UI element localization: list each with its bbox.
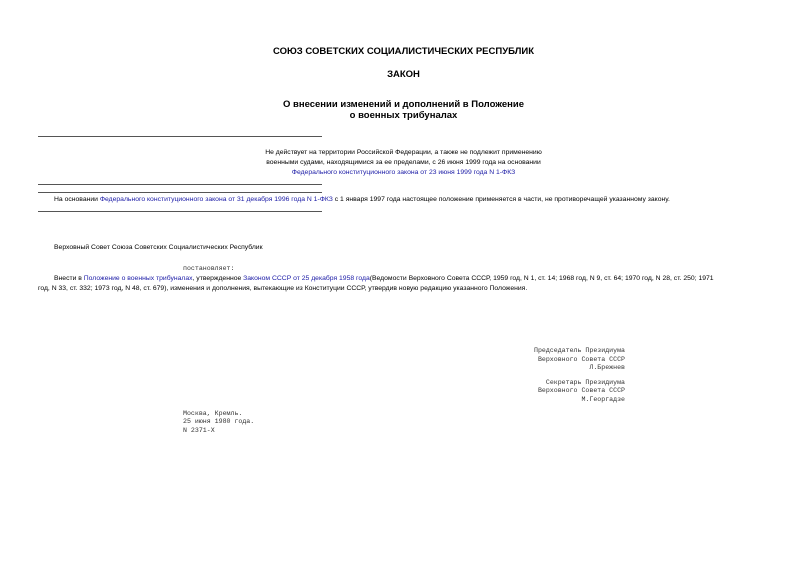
main-paragraph-line-2: год, N 33, ст. 332; 1973 год, N 48, ст. 679), изменения и дополнения, вытекающие из Конституции СССР, утвердив новую редакцию указанного Положения. (38, 285, 528, 292)
country-heading: СОЮЗ СОВЕТСКИХ СОЦИАЛИСТИЧЕСКИХ РЕСПУБЛИК (272, 46, 534, 57)
ussr-law-link[interactable]: Законом СССР от 25 декабря 1958 года (243, 275, 370, 282)
divider (38, 211, 322, 212)
basis-law-link[interactable]: Федерального конституционного закона от 31 декабря 1996 года N 1-ФКЗ (99, 196, 333, 203)
secretary-title-2: Верховного Совета СССР (537, 387, 625, 394)
notice-law-link[interactable]: Федерального конституционного закона от 23 июня 1999 года N 1-ФКЗ (291, 169, 516, 176)
secretary-title-1: Секретарь Президиума (545, 379, 625, 386)
notice-link-line (0, 168, 807, 178)
place-date: 25 июня 1980 года. (183, 418, 255, 425)
doc-type-heading: ЗАКОН (387, 69, 420, 80)
title-line-2: о военных трибуналах (349, 110, 458, 121)
notice-line-1: Не действует на территории Российской Федерации, а также не подлежит применению (265, 149, 542, 156)
main-prefix: Внести в (54, 275, 84, 282)
notice-line-2: военными судами, находящимися за ее пределами, с 26 июня 1999 года на основании (266, 159, 541, 166)
main-mid: , утвержденное (192, 275, 244, 282)
place-city: Москва, Кремль. (183, 410, 243, 417)
basis-paragraph (54, 195, 670, 205)
main-line-1-rest: (Ведомости Верховного Совета СССР, 1959 год, N 1, ст. 14; 1968 год, N 9, ст. 64; 1970 год, N 28, ст. 250; 1971 (369, 275, 714, 282)
chair-title-1: Председатель Президиума (533, 347, 625, 354)
secretary-name: М.Георгадзе (581, 396, 625, 403)
issuer-line: Верховный Совет Союза Советских Социалистических Республик (54, 244, 263, 251)
title-line-1: О внесении изменений и дополнений в Положение (282, 99, 525, 110)
basis-suffix: с 1 января 1997 года настоящее положение применяется в части, не противоречащей указанному закону. (332, 196, 670, 203)
divider (38, 192, 322, 193)
decree-word: постановляет: (183, 265, 235, 272)
regulation-link[interactable]: Положение о военных трибуналах (83, 275, 193, 282)
chair-title-2: Верховного Совета СССР (537, 356, 625, 363)
main-paragraph-line-1 (54, 274, 714, 284)
divider (38, 136, 322, 137)
divider (38, 184, 322, 185)
basis-prefix: На основании (54, 196, 100, 203)
chair-name: Л.Брежнев (589, 364, 625, 371)
document-number: N 2371-X (183, 427, 215, 434)
